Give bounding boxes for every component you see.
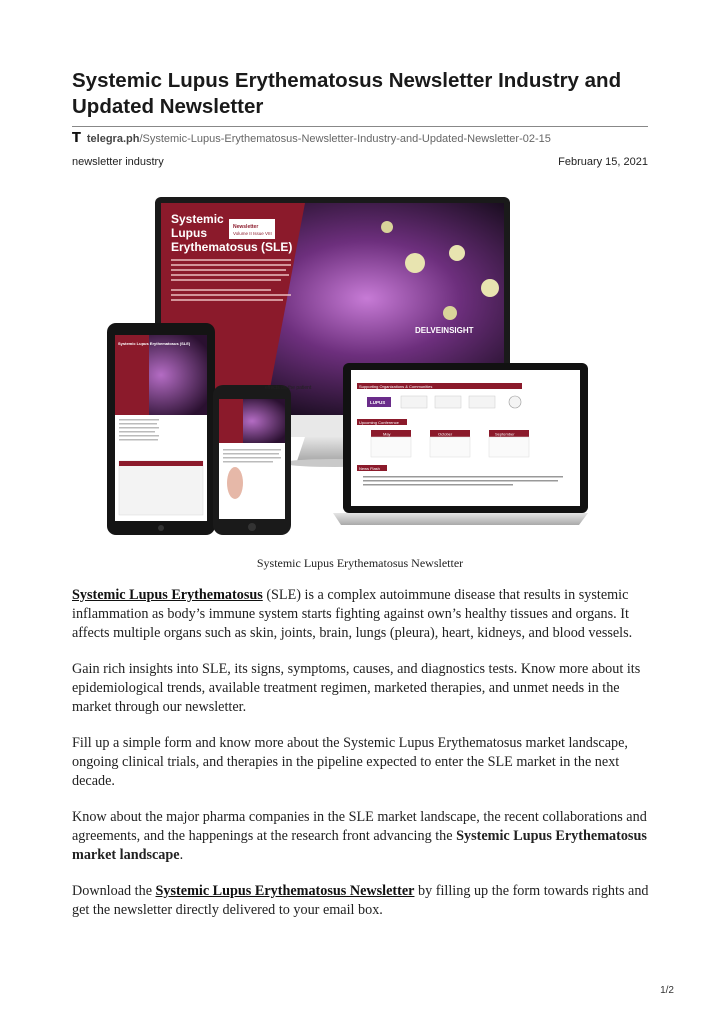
telegraph-logo-icon: T xyxy=(72,131,81,146)
market-landscape-bold: Systemic Lupus Erythematosus market landscape xyxy=(72,828,647,863)
sle-link[interactable]: Systemic Lupus Erythematosus xyxy=(72,587,263,603)
badge-line-2: Volume II Issue VIII xyxy=(233,231,272,236)
source-host: telegra.ph xyxy=(86,133,140,145)
month-october: October xyxy=(438,431,453,437)
paragraph-2: Gain rich insights into SLE, its signs, symptoms, causes, and diagnostics tests. Know more about its epidemiological trends, available treatment regimen, marketed therapies, and unmet needs in the market through our newsletter. xyxy=(72,661,641,715)
paragraph-5: Download the Systemic Lupus Erythematosus Newsletter by filling up the form towards rights and get the newsletter directly delivered to your email box. xyxy=(72,883,649,918)
paragraph-1: Systemic Lupus Erythematosus (SLE) is a complex autoimmune disease that results in systemic inflammation as body’s immune system starts fighting against own’s healthy tissues and organs. It affects multiple organs such as skin, joints, brain, lungs (pleura), heart, kidneys, and blood vessels. xyxy=(72,587,633,641)
figure-caption: Systemic Lupus Erythematosus Newsletter xyxy=(256,556,464,570)
brand-logo: DELVEINSIGHT xyxy=(415,326,474,335)
laptop-section-conference: Upcoming Conference xyxy=(359,420,399,425)
newsletter-link[interactable]: Systemic Lupus Erythematosus Newsletter xyxy=(155,883,415,899)
badge-line-1: Newsletter xyxy=(233,224,259,230)
laptop-section-news: News Flash xyxy=(359,466,380,471)
effects-label: effects on the patient xyxy=(265,385,312,391)
tablet-headline: Systemic Lupus Erythematosus (SLE) xyxy=(118,341,191,346)
paragraph-3: Fill up a simple form and know more about the Systemic Lupus Erythematosus market landscape, ongoing clinical trials, and therapies in the pipeline expected to enter the SLE market in the next decade. xyxy=(72,735,628,789)
desktop-headline-1: Systemic xyxy=(171,212,224,226)
laptop-section-orgs: Supporting Organizations & Communities xyxy=(359,384,433,389)
org-logo: LUPUS xyxy=(370,400,386,405)
desktop-headline-2: Lupus xyxy=(171,226,207,240)
page-title: Systemic Lupus Erythematosus Newsletter Industry and Updated Newsletter xyxy=(72,69,622,118)
month-may: May xyxy=(383,431,391,437)
page-number: 1/2 xyxy=(660,985,674,996)
publish-date: February 15, 2021 xyxy=(558,156,648,168)
source-url[interactable] xyxy=(72,133,551,145)
newsletter-devices-image xyxy=(105,193,590,543)
author-label: newsletter industry xyxy=(72,156,164,168)
source-path: /Systemic-Lupus-Erythematosus-Newsletter-Industry-and-Updated-Newsletter-02-15 xyxy=(139,133,551,145)
month-september: September xyxy=(495,431,515,437)
desktop-headline-3: Erythematosus (SLE) xyxy=(171,240,293,254)
article-body xyxy=(72,586,652,937)
paragraph-4: Know about the major pharma companies in the SLE market landscape, the recent collaborations and agreements, and the happenings at the research front advancing the Systemic Lupus Erythematosus market landscape. xyxy=(72,809,647,863)
title-divider xyxy=(72,126,648,127)
